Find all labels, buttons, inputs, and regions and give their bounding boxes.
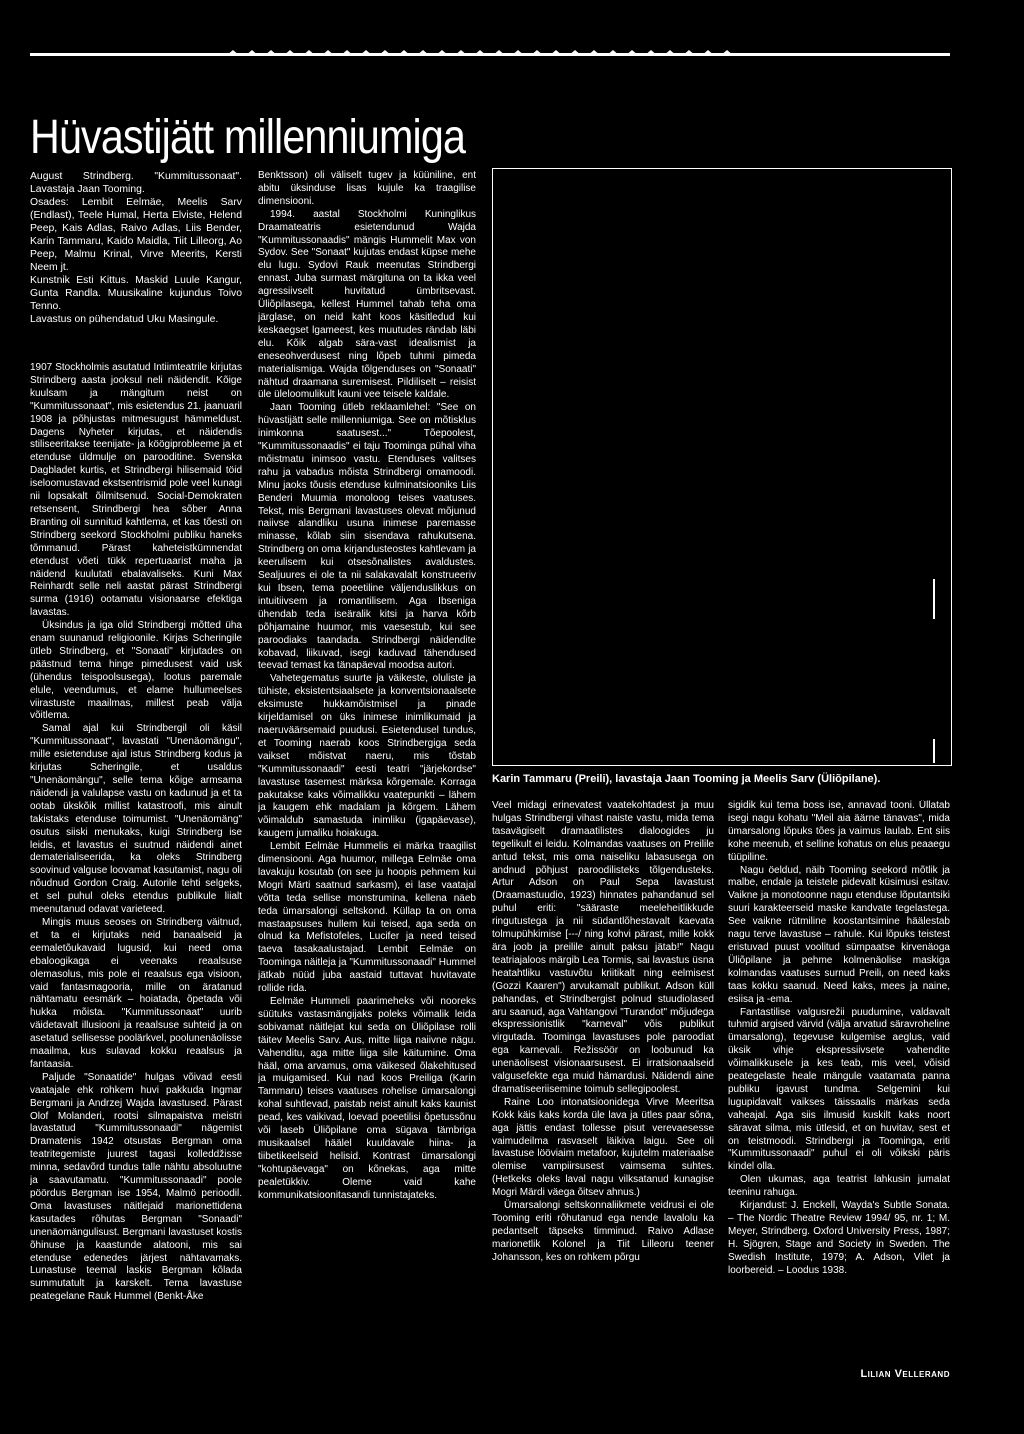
photo-detail — [933, 739, 935, 763]
paragraph: sigidik kui tema boss ise, annavad tooni. Üllatab isegi nagu kohatu "Meil aia äärne tänavas", mida ümarsalong lõpuks tões ja vaimus laulab. Ent siis kohe meenub, et selline kohatus on elus peaaegu tüüpiline. — [728, 800, 950, 863]
paragraph: Benktsson) oli väliselt tugev ja küüniline, ent abitu üksinduse lisas kujule ka traagilise dimensiooni. — [258, 170, 476, 207]
paragraph: Raine Loo intonatsioonidega Virve Meeritsa Kokk käis kaks korda üle lava ja ütles paar sõna, aga jättis endast tollesse pisut verevaesesse vaimudeilma rasvaselt läikiva laigu. See oli lavastuse lööviaim metafoor, kujutelm materiaalse olemise vampiirsusest vaimsema suhtes. (Hetkeks oleks laval nagu vilksatanud kunagise Mogri Märdi väega õitsev ahnus.) — [492, 1096, 714, 1199]
credit-line: Osades: Lembit Eelmäe, Meelis Sarv (Endlast), Teele Humal, Herta Elviste, Helend Peep, Kais Adlas, Raivo Adlas, Liis Bender, Karin Tammaru, Kaido Maidla, Tiit Lilleorg, Ao Peep, Malmu Krinal, Virve Meerits, Kersti Neem jt. — [30, 197, 242, 273]
photo-detail — [493, 765, 753, 766]
paragraph: Kirjandust: J. Enckell, Wayda's Subtle Sonata. – The Nordic Theatre Review 1994/ 95, nr. 1; M. Meyer, Strindberg. Oxford University Press, 1987; H. Sjögren, Stage and Society in Sweden. The Swedish Institute, 1979; A. Adson, Vilet ja loorbereid. – Loodus 1938. — [728, 1200, 950, 1276]
article-column-4 — [728, 800, 950, 1345]
article-column-1 — [30, 362, 242, 1396]
paragraph: 1994. aastal Stockholmi Kuninglikus Draamateatris esietendunud Wajda "Kummitussonaadis" mängis Hummelit Max von Sydov. See "Sonaat" kujutas endast küpse mehe elu lugu. Sydovi Rauk meenutas Strindbergi ennast. Juba surmast märgituna on ta ikka veel agressiivselt huvitatud ümbritsevast. Üliõpilasega, kellest Hummel tahab teha oma järglase, on neid kaht koos käsitledud kui keskaegset lgameest, kes muutudes rändab läbi elu. Kõik algab sära-vast idealismist ja eneseohverdusest ning lõpeb tuhmi pimeda materialismiga. Wajda tõlgenduses on "Sonaati" nähtud draamana suremisest. Pildiliselt – reisist üle üleloomulikult kauni vee teisele kaldale. — [258, 208, 476, 401]
article-title: Hüvastijätt millenniumiga — [30, 111, 466, 165]
paragraph: Paljude "Sonaatide" hulgas võivad eesti vaatajale ehk rohkem huvi pakkuda Ingmar Bergmani ja Andrzej Wajda lavastused. Pärast Olof Molanderi, rootsi silmapaistva meistri lavastatud "Kummitussonaadi" nägemist Dramatenis 1942 otsustas Bergman oma teatritegemiste juurest tagasi kolleddžisse minna, sedavõrd tundus talle nähtu absoluutne ja saavutamatu. "Kummitussonaadi" poole pöördus Bergman ise 1954, Malmö perioodil. Oma lavastuses näitlejaid marionettidena kasutades rõhutas Bergman "Sonaadi" unenäomängulisust. Bergmani lavastuset kostis õhinuse ja kaastunde alatooni, mis sai etenduse edenedes järjest nähtavamaks. Lunastuse teemal laskis Bergman kõlada summutatult ja karskelt. Tema lavastuse peategelane Rauk Hummel (Benkt-Åke — [30, 1071, 242, 1303]
production-credits — [30, 170, 242, 326]
paragraph: Olen ukumas, aga teatrist lahkusin jumalat teeninu rahuga. — [728, 1174, 950, 1199]
credit-line: Lavastus on pühendatud Uku Masingule. — [30, 314, 219, 325]
paragraph: Vahetegematus suurte ja väikeste, oluliste ja tühiste, eksistentsiaalsete ja konventsionaalsete eksimuste hukkamõistmisel ja pinade kirjeldamisel on üks inimese inimlikumaid ja naeruväärsemaid puudusi. Esietendusel tundus, et Tooming naerab koos Strindbergiga seda vaikset mõistvat naeru, mis tõstab "Kummitussonaadi" eesti teatri "järjekordse" lavastuse tasemest märksa kõrgemale. Korraga pakutakse kaks võimalikku vaatepunkti – lähem ja kaugem ehk madalam ja kõrgem. Lähem võimaldub samastuda inimliku (igapäevase), kaugem jumaliku hoiakuga. — [258, 673, 476, 840]
article-column-3 — [492, 800, 714, 1396]
paragraph: Eelmäe Hummeli paarimeheks või nooreks süütuks vastasmängijaks poleks võimalik leida sobivamat näitlejat kui seda on Üliõpilase rolli täitev Meelis Sarv. Aus, mitte liiga naiivne nägu. Vahenditu, aga mitte liiga sile käitumine. Oma hääl, oma arvamus, oma väikesed õlakehitused ja muigamised. Kui nad koos Preiliga (Karin Tammaru) teises vaatuses rohelise ümarsalongi kohal suhtlevad, paistab neist ainult kaks kaunist pead, kes vaikivad, loevad poeetilisi õpetussõnu või laseb Üliõpilane oma sügava tämbriga musikaalsel häälel kuuldavale hiina- ja tiibetikeelseid helisid. Kontrast ümarsalongi "kohtupäevaga" on kõnekas, aga mitte pealetükkiv. Oleme vaid kahe kommunikatsioonitasandi tunnistajateks. — [258, 996, 476, 1201]
article-column-2 — [258, 170, 476, 1396]
paragraph: Ümarsalongi seltskonnaliikmete veidrusi ei ole Tooming eriti rõhutanud ega nende lavalolu ka pedantselt täpseks timminud. Raivo Adlase marionetlik Kolonel ja Tiit Lilleoru teener Johansson, kes on rohkem põrgu — [492, 1200, 714, 1263]
credit-line: August Strindberg. "Kummitussonaat". Lavastaja Jaan Tooming. — [30, 171, 242, 195]
paragraph: Fantastilise valgusrežii puudumine, valdavalt tuhmid argised värvid (välja arvatud säravroheline ümarsalong), tegevuse kulgemise aeglus, vaid üksik vihje ekspressiivsete vahendite võimalikkusele ja kes teab, mis veel, võisid peategelaste heale mängule vaatamata panna publiku igavust tundma. Selgemini kui lugupidavalt vaikses täissaalis märkas seda vaheajal. Aga siis ilmusid kuskilt kaks noort säravat silma, mis ütlesid, et on huvitav, sest et on teistmoodi. Strindbergi ja Toominga, eriti "Kummitussonaadi" puhul ei oli võikski päris kindel olla. — [728, 1006, 950, 1173]
author-signature: Lilian Vellerand — [860, 1368, 950, 1380]
paragraph: Jaan Tooming ütleb reklaamlehel: "See on hüvastijätt selle millenniumiga. See on mõtisklus inimkonna saatusest..." Tõepoolest, "Kummitussonaadis" ei taju Toominga pühal viha mõistmatu inimsoo vastu. Etenduses valitses rahu ja vabadus mõista Strindbergi omamoodi. Minu jaoks tõusis etenduse kulminatsiooniks Liis Benderi Muumia monoloog teises vaatuses. Tekst, mis Bergmani lavastuses olevat mõjunud naiivse alandliku usuna inimese paremasse minasse, kõlab siin sisendava rahukutsena. Strindberg on oma kirjandusteostes kahtlevam ja keerulisem kui otsesõnalistes avaldustes. Sealjuures ei ole ta nii salakavalalt konstrueeriv kui Ibsen, tema poeetiline väljenduslikkus on intuitiivsem ja romantilisem. Aga Ibseniga ühendab teda iseäralik kitsi ja harva kõrb põhjamaine huumor, mis vaesestub, kui see paroodiaks taandada. Strindbergi näidendite kobavad, liikuvad, isegi kaduvad tähendused teevad temast ka tänapäeval moodsa autori. — [258, 402, 476, 672]
production-photo — [492, 168, 952, 766]
paragraph: Nagu öeldud, näib Tooming seekord mõtlik ja malbe, endale ja teistele pidevalt küsimusi esitav. Vaikne ja monotoonne nagu etenduse lõputantsiki suuri karakteerseid maske kandvate tegelastega. See vaikne rütmiline koostantsimine häälestab nagu terve lavastuse – rahule. Kui lõpuks teistest eristuvad puust voolitud sümpaatse kirvenäoga Üliõpilane ja pehme kolmenäolise maskiga kolmandas vaatuses surnud Preili, on need kaks taas kokku saanud. Need kaks, mees ja naine, esiisa ja -ema. — [728, 864, 950, 1005]
top-decorative-rule — [30, 50, 950, 58]
paragraph: Samal ajal kui Strindbergil oli käsil "Kummitussonaat", lavastati "Unenäomängu", mille esietenduse ajal istus Strindberg kodus ja kirjutas Scheringile, et usaldus "Unenäomängu", selle tema kõige armsama näidendi ja valulapse vastu on kadunud ja et ta ootab ükskõik millist katastroofi, mis ainult takistaks etenduse toimumist. "Unenäomäng" osutus siiski menukaks, kuigi Strindberg ise leidis, et lavastus ei suutnud näidendi ainet dematerialiseerida, ka oleks Strindberg soovinud valguse loovamat kasutamist, nagu oli nõudnud Gordon Craig. Autorile tehti selgeks, et sel puhul oleks etendus publikule liialt meenutanud odavat varieteed. — [30, 723, 242, 916]
photo-caption: Karin Tammaru (Preili), lavastaja Jaan Tooming ja Meelis Sarv (Üliõpilane). — [492, 773, 881, 785]
paragraph: Üksindus ja iga olid Strindbergi mõtted üha enam suunanud religioonile. Kirjas Scheringile ütleb Strindberg, et "Sonaati" kirjutades on päästnud tema hinge pimedusest vaid usk (ühendus teispoolsusega), lootus paremale elule, veendumus, et elame hullumeelses viirastuste maailmas, millest peab välja võitlema. — [30, 620, 242, 722]
paragraph: 1907 Stockholmis asutatud Intiimteatrile kirjutas Strindberg aasta jooksul neli näidendit. Kõige kuulsam ja mängitum neist on "Kummitussonaat", mis esietendus 21. jaanuaril 1908 ja põhjustas mitmesugust hämmeldust. Dagens Nyheter kirjutas, et näidendis stiliseeritakse teenijate- ja köögiprobleeme ja et etenduse üldmulje on parooditine. Svenska Dagbladet kurtis, et Strindbergi hilisemaid töid iseloomustavad ekstsentrismid pole veel kunagi nii lopsakalt õilmitsenud. Social-Demokraten retsensent, Strindbergi hea sõber Anna Branting oli sunnitud kahtlema, et kas tõesti on Strindberg seekord Stockholmi publiku haneks tõmmanud. Pärast kaheteistkümnendat etendust võeti tükk repertuaarist maha ja näidend kuulutati ebalavaliseks. Kuni Max Reinhardt selle neli aastat pärast Strindbergi surma (1916) ootamatu visionaarse efektiga lavastas. — [30, 362, 242, 619]
photo-detail — [933, 579, 935, 619]
paragraph: Lembit Eelmäe Hummelis ei märka traagilist dimensiooni. Aga huumor, millega Eelmäe oma lavakuju kosutab (on see ju hoopis pehmem kui Mogri Märti saatnud sarkasm), ei lase vaatajal võtta teda sellise monstrumina, kellena näeb teda ümarsalongi seltskond. Küllap ta on oma mastaapsuses hullem kui teised, aga seda on olnud ka Mefistofeles, Lucifer ja need teised taeva tasakaalustajad. Lembit Eelmäe on Toominga näitleja ja "Kummitussonaadi" Hummel jätkab nüüd juba aastaid tuttavat huvitavate rollide rida. — [258, 841, 476, 995]
credit-line: Kunstnik Esti Kittus. Maskid Luule Kangur, Gunta Randla. Muusikaline kujundus Toivo Tenno. — [30, 275, 242, 312]
paragraph: Mingis muus seoses on Strindberg väitnud, et ta ei kirjutaks neid banaalseid ja eemaletõukavaid lugusid, kui need oma ebaloogikaga ei veenaks reaalsuse olemasolus, mis pole ei reaalsus ega visioon, vaid fantasmagooria, mille on äratanud nähtamatu eesmärk – hoiatada, õpetada või hukka mõista. "Kummitussonaat" uurib väidetavalt illusiooni ja reaalsuse suhteid ja on asetatud sellisesse poolärkvel, poolunenäolisse maailma, kus sulavad kokku reaalsus ja fantaasia. — [30, 916, 242, 1070]
paragraph: Veel midagi erinevatest vaatekohtadest ja muu hulgas Strindbergi vihast naiste vastu, mida tema tasavägiselt dramaatilistes dialoogides ju tegelikult ei leidu. Kolmandas vaatuses on Preilile antud tekst, mis oma naiseliku labasusega on andnud põhjust paroodilisteks tõlgendusteks. Artur Adson on Paul Sepa lavastust (Draamastuudio, 1923) hinnates pahandanud sel puhul eriti: "sääraste meeleheitlikkude ringutustega ja nii südantlõhestavalt kaevata tolmupühkimise [---/ ning kohvi pärast, mille kokk ära joob ja preilile ainult paksu jätab!" Nagu teatriajaloos märgib Lea Tormis, sai lavastus üsna heatahtliku vastuvõtu kriitikalt ning eelmisest (Gozzi Kaaren") arvukamalt publikut. Adson küll pahandas, et Strindbergist polnud stuudiolased aru saanud, aga Vahtangovi "Turandot" mõjudega ekspressionistlik "karneval" võis publikut virgutada. Toominga lavastuses pole paroodiat ega karnevali. Režissöör on loobunud ka unenäolisest visionaarsusest. Ei irratsionaalseid valgusefekte ega muid hämardusi. Näidendi aine dramatiseeriisemine toimub sellegipoolest. — [492, 800, 714, 1095]
